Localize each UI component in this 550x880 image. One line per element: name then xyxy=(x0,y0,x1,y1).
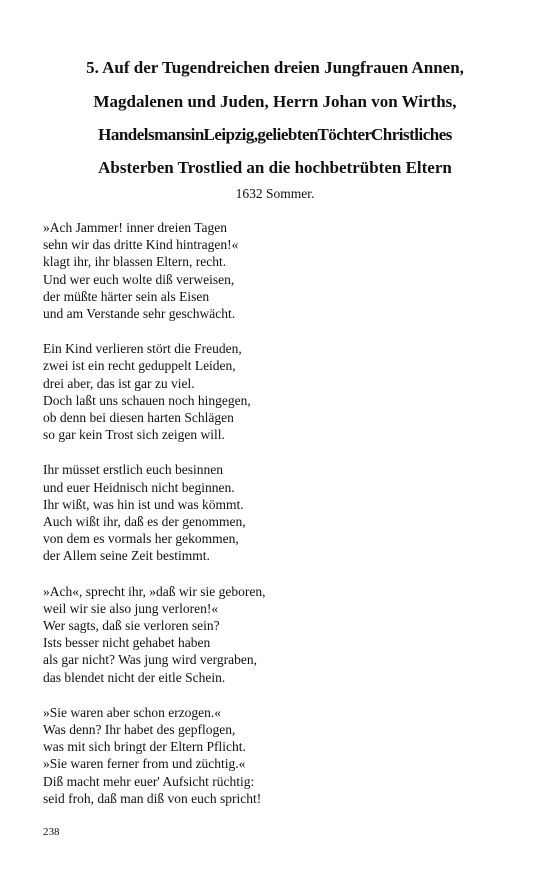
verse-line: weil wir sie also jung verloren!« xyxy=(43,600,219,616)
poem-title-line-3: Handelsmans in Leipzig, geliebten Töchter Christliches xyxy=(98,125,452,144)
verse-line: seid froh, daß man diß von euch spricht! xyxy=(43,790,262,806)
verse-line: und am Verstande sehr geschwächt. xyxy=(43,306,236,322)
poem-title-line-4: Absterben Trostlied an die hochbetrübten Eltern xyxy=(98,158,452,177)
verse-line: ob denn bei diesen harten Schlägen xyxy=(43,410,234,426)
verse-line: Diß macht mehr euer' Aufsicht rüchtig: xyxy=(43,773,255,789)
verse-line: Auch wißt ihr, daß es der genommen, xyxy=(43,514,246,530)
poem-date: 1632 Sommer. xyxy=(235,186,315,201)
stanza-5 xyxy=(43,704,513,807)
verse-line: klagt ihr, ihr blassen Eltern, recht. xyxy=(43,254,227,270)
verse-line: Was denn? Ihr habet des gepflogen, xyxy=(43,722,236,738)
stanza-4 xyxy=(43,583,513,686)
verse-line: Ihr wißt, was hin ist und was kömmt. xyxy=(43,496,244,512)
verse-line: das blendet nicht der eitle Schein. xyxy=(43,669,226,685)
verse-line: von dem es vormals her gekommen, xyxy=(43,531,239,547)
page-number: 238 xyxy=(43,826,60,838)
verse-line: »Ach Jammer! inner dreien Tagen xyxy=(43,220,227,235)
verse-line: als gar nicht? Was jung wird vergraben, xyxy=(43,652,257,668)
verse-line: »Sie waren aber schon erzogen.« xyxy=(43,704,222,720)
verse-line: Ists besser nicht gehabet haben xyxy=(43,635,211,651)
verse-line: der müßte härter sein als Eisen xyxy=(43,288,210,304)
verse-line: Ein Kind verlieren stört die Freuden, xyxy=(43,341,242,357)
verse-line: Und wer euch wolte diß verweisen, xyxy=(43,271,235,287)
verse-line: und euer Heidnisch nicht beginnen. xyxy=(43,479,235,495)
verse-line: drei aber, das ist gar zu viel. xyxy=(43,375,195,391)
poem-title-line-2: Magdalenen und Juden, Herrn Johan von Wirths, xyxy=(93,92,457,111)
poem-title-line-1: 5. Auf der Tugendreichen dreien Jungfrauen Annen, xyxy=(86,58,464,77)
verse-line: »Ach«, sprecht ihr, »daß wir sie geboren, xyxy=(43,583,266,599)
verse-line: Ihr müsset erstlich euch besinnen xyxy=(43,462,223,478)
stanza-3 xyxy=(43,461,513,564)
verse-line: zwei ist ein recht geduppelt Leiden, xyxy=(43,358,236,374)
verse-line: was mit sich bringt der Eltern Pflicht. xyxy=(43,739,246,755)
verse-line: »Sie waren ferner from und züchtig.« xyxy=(43,756,246,772)
verse-line: so gar kein Trost sich zeigen will. xyxy=(43,427,225,443)
poem-body xyxy=(43,219,513,825)
stanza-2 xyxy=(43,340,513,443)
verse-line: Wer sagts, daß sie verloren sein? xyxy=(43,618,220,634)
verse-line: sehn wir das dritte Kind hintragen!« xyxy=(43,237,239,253)
verse-line: Doch laßt uns schauen noch hingegen, xyxy=(43,392,251,408)
stanza-1 xyxy=(43,219,513,322)
verse-line: der Allem seine Zeit bestimmt. xyxy=(43,548,210,564)
